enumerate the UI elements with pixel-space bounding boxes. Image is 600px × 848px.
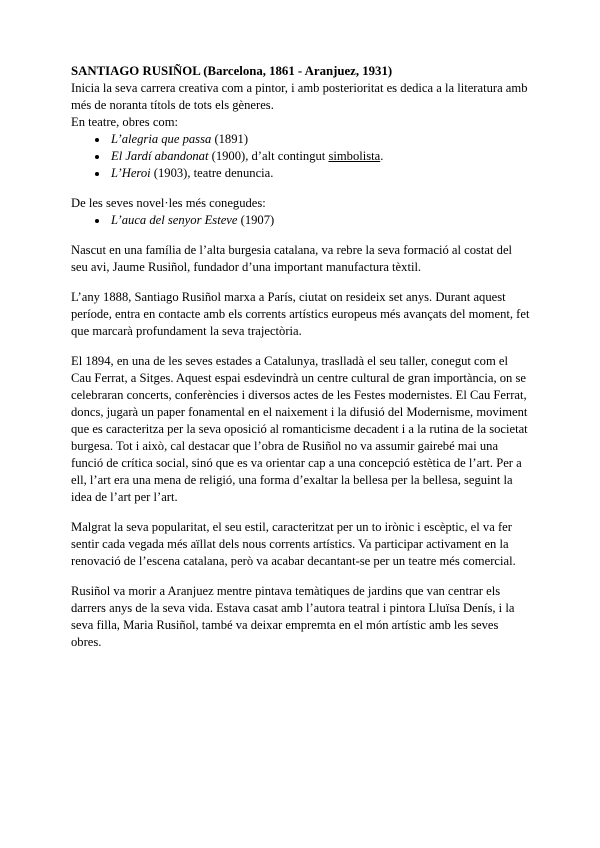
paragraph-birth: Nascut en una família de l’alta burgesia catalana, va rebre la seva formació al costat del seu avi, Jaume Rusiñol, fundador d’una important manufactura tèxtil. (71, 243, 513, 274)
work-details: (1900), d’alt contingut (208, 149, 329, 163)
work-title: L’auca del senyor Esteve (111, 213, 238, 227)
work-details: (1903), teatre denuncia. (150, 166, 274, 180)
work-details: (1907) (237, 213, 275, 227)
paragraph-paris: L’any 1888, Santiago Rusiñol marxa a París, ciutat on resideix set anys. Durant aquest període, entra en contacte amb els corrents artístics europeus més avançats del moment, fet que marcarà profundament la seva trajectòria. (71, 290, 530, 338)
work-title: L’alegria que passa (111, 132, 212, 146)
work-title: L’Heroi (111, 166, 151, 180)
list-item (109, 148, 530, 165)
work-title: El Jardí abandonat (111, 149, 209, 163)
novels-list (71, 212, 530, 229)
paragraph-cau-ferrat: El 1894, en una de les seves estades a Catalunya, traslladà el seu taller, conegut com el Cau Ferrat, a Sitges. Aquest espai esdevindrà un centre cultural de gran importància, on se celebraran concerts, conferències i diversos actes de les Festes modernistes. El Cau Ferrat, doncs, jugarà un paper fonamental en el naixement i la difusió del Modernisme, moviment que es caracteritza per la seva oposició al romanticisme decadent i a la rutina de la societat burgesa. Tot i això, cal destacar que l’obra de Rusiñol no va assumir gairebé mai una funció de crítica social, sinó que es va orientar cap a una concepció estètica de l’art. Per a ell, l’art era una mena de religió, una forma d’exaltar la bellesa per la bellesa, seguint la idea de l’art per l’art. (71, 354, 528, 504)
paragraph-style: Malgrat la seva popularitat, el seu estil, caracteritzat per un to irònic i escèptic, el va fer sentir cada vegada més aïllat dels nous corrents artístics. Va participar activament en la renovació de l’escena catalana, però va acabar decantant-se per un teatre més comercial. (71, 520, 516, 568)
intro-paragraph: Inicia la seva carrera creativa com a pintor, i amb posterioritat es dedica a la literatura amb més de noranta títols de tots els gèneres. (71, 81, 528, 112)
list-item (109, 212, 530, 229)
novels-section-label: De les seves novel·les més conegudes: (71, 196, 266, 210)
work-details: . (380, 149, 384, 163)
theatre-works-list (71, 131, 530, 182)
underlined-term: simbolista (328, 149, 381, 163)
list-item (109, 165, 530, 182)
list-item (109, 131, 530, 148)
paragraph-death: Rusiñol va morir a Aranjuez mentre pintava temàtiques de jardins que van centrar els darrers anys de la seva vida. Estava casat amb l’autora teatral i pintora Lluïsa Denís, i la seva filla, Maria Rusiñol, també va deixar empremta en el món artístic amb les seves obres. (71, 584, 515, 649)
document-title: SANTIAGO RUSIÑOL (Barcelona, 1861 - Aranjuez, 1931) (71, 64, 393, 78)
theatre-section-label: En teatre, obres com: (71, 115, 179, 129)
work-details: (1891) (211, 132, 249, 146)
